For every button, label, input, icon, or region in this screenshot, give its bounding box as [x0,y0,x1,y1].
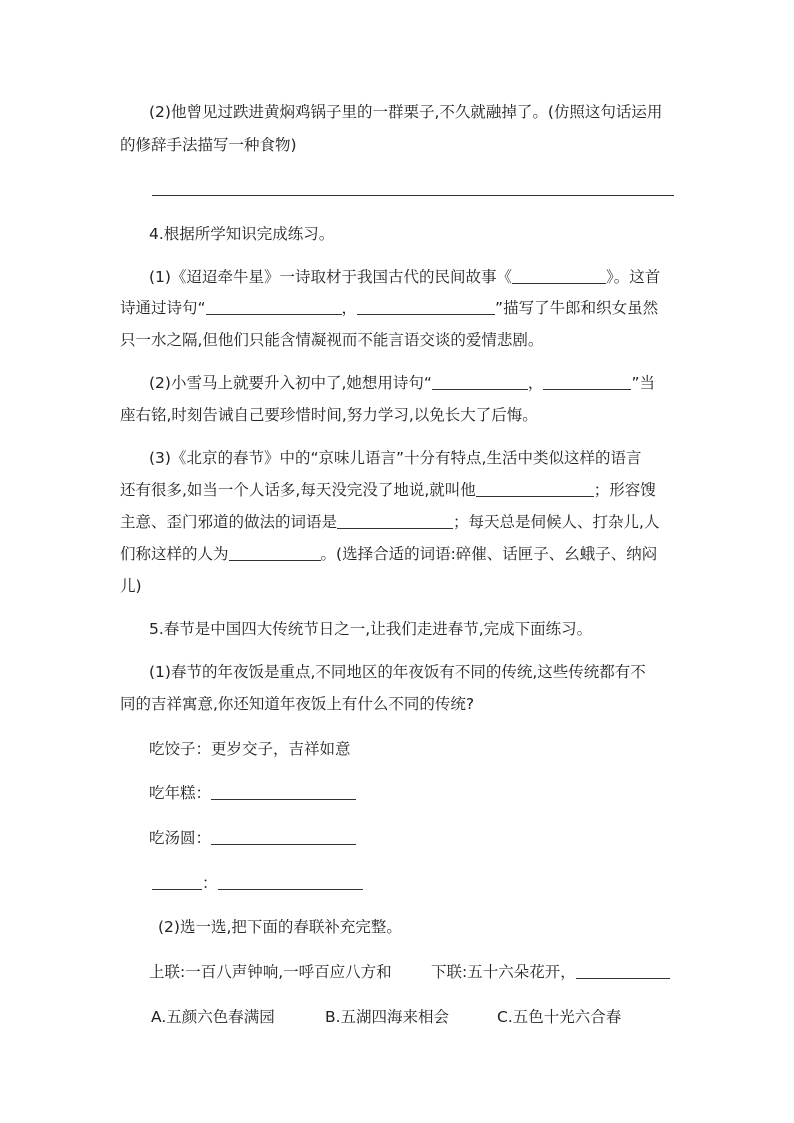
q4-1-text-b: 》。这首 [605,268,661,286]
q5-1-blank-tangyuan[interactable] [211,828,356,845]
q5-1-line-1: (1)春节的年夜饭是重点,不同地区的年夜饭有不同的传统,这些传统都有不 [149,663,646,681]
q4-3-text-b: ；形容馊 [593,481,656,499]
q4-3-text-c: 主意、歪门邪道的做法的词语是 [120,513,338,531]
q4-2-text-b: ， [527,374,544,392]
q4-3-line-4 [120,543,657,565]
q4-2-blank-verse-1[interactable] [432,373,528,390]
q4-2-text-c: ”当 [631,374,655,392]
q5-1-niangao-label: 吃年糕： [149,784,212,802]
q5-1-item-tangyuan [149,827,356,849]
q5-2-option-c[interactable]: C.五色十光六合春 [497,1008,622,1026]
q4-3-text-d: ；每天总是伺候人、打杂儿,人 [453,513,660,531]
q4-2-line-2: 座右铭,时刻告诫自己要珍惜时间,努力学习,以免长大了后悔。 [120,406,538,424]
q5-2-upper-couplet: 上联:一百八声钟响,一呼百应八方和 [149,963,392,981]
q3-2-line-1: (2)他曾见过跌进黄焖鸡锅子里的一群栗子,不久就融掉了。(仿照这句话运用 [149,103,663,121]
q5-1-item-niangao [149,782,356,804]
q4-3-text-e: 们称这样的人为 [120,545,229,563]
q4-title: 4.根据所学知识完成练习。 [149,225,335,243]
q5-2-lower-couplet [431,961,670,983]
q4-1-line-2 [120,297,658,319]
q4-1-line-1 [149,266,660,288]
q5-1-blank-custom-food[interactable] [152,873,202,890]
q4-1-blank-verse-1[interactable] [206,298,342,315]
q5-2-option-b[interactable]: B.五湖四海来相会 [325,1008,450,1026]
q5-1-custom-colon: ： [202,874,218,892]
q4-3-line-5: 儿) [120,577,142,595]
q4-1-text-c: 诗通过诗句“ [120,299,206,317]
q5-1-item-dumplings: 吃饺子：更岁交子，吉祥如意 [149,740,351,758]
q4-3-blank-errand[interactable] [229,544,321,561]
q4-1-blank-verse-2[interactable] [357,298,495,315]
q5-1-blank-niangao[interactable] [211,783,356,800]
q5-1-item-custom [152,872,363,894]
q4-1-text-d: ， [341,299,358,317]
q5-2-blank-lower[interactable] [576,962,670,979]
q4-3-line-2 [120,479,656,501]
q5-1-line-2: 同的吉祥寓意,你还知道年夜饭上有什么不同的传统? [120,695,475,713]
q4-3-blank-trick[interactable] [337,512,453,529]
q4-3-line-1: (3)《北京的春节》中的“京味儿语言”十分有特点,生活中类似这样的语言 [149,449,642,467]
q3-2-answer-line[interactable] [152,195,674,196]
q5-2-title: (2)选一选,把下面的春联补充完整。 [158,918,402,936]
q4-3-text-f: 。(选择合适的词语:碎催、话匣子、幺蛾子、纳闷 [320,545,658,563]
q4-3-blank-talker[interactable] [476,480,594,497]
q4-3-text-a: 还有很多,如当一个人话多,每天没完没了地说,就叫他 [120,481,476,499]
q3-2-line-2: 的修辞手法描写一种食物) [120,136,297,154]
q4-1-blank-story[interactable] [512,267,606,284]
q4-1-text-a: (1)《迢迢牵牛星》一诗取材于我国古代的民间故事《 [149,268,512,286]
q4-2-text-a: (2)小雪马上就要升入初中了,她想用诗句“ [149,374,432,392]
q4-1-text-e: ”描写了牛郎和织女虽然 [495,299,659,317]
q5-1-blank-custom-meaning[interactable] [218,873,363,890]
q5-1-tangyuan-label: 吃汤圆： [149,829,212,847]
q4-2-blank-verse-2[interactable] [543,373,631,390]
q4-2-line-1 [149,372,655,394]
q5-2-lower-text: 下联:五十六朵花开， [431,963,576,981]
q5-title: 5.春节是中国四大传统节日之一,让我们走进春节,完成下面练习。 [149,620,593,638]
q4-1-line-3: 只一水之隔,但他们只能含情凝视而不能言语交谈的爱情悲剧。 [120,331,544,349]
q4-3-line-3 [120,511,659,533]
q5-2-option-a[interactable]: A.五颜六色春满园 [151,1008,275,1026]
